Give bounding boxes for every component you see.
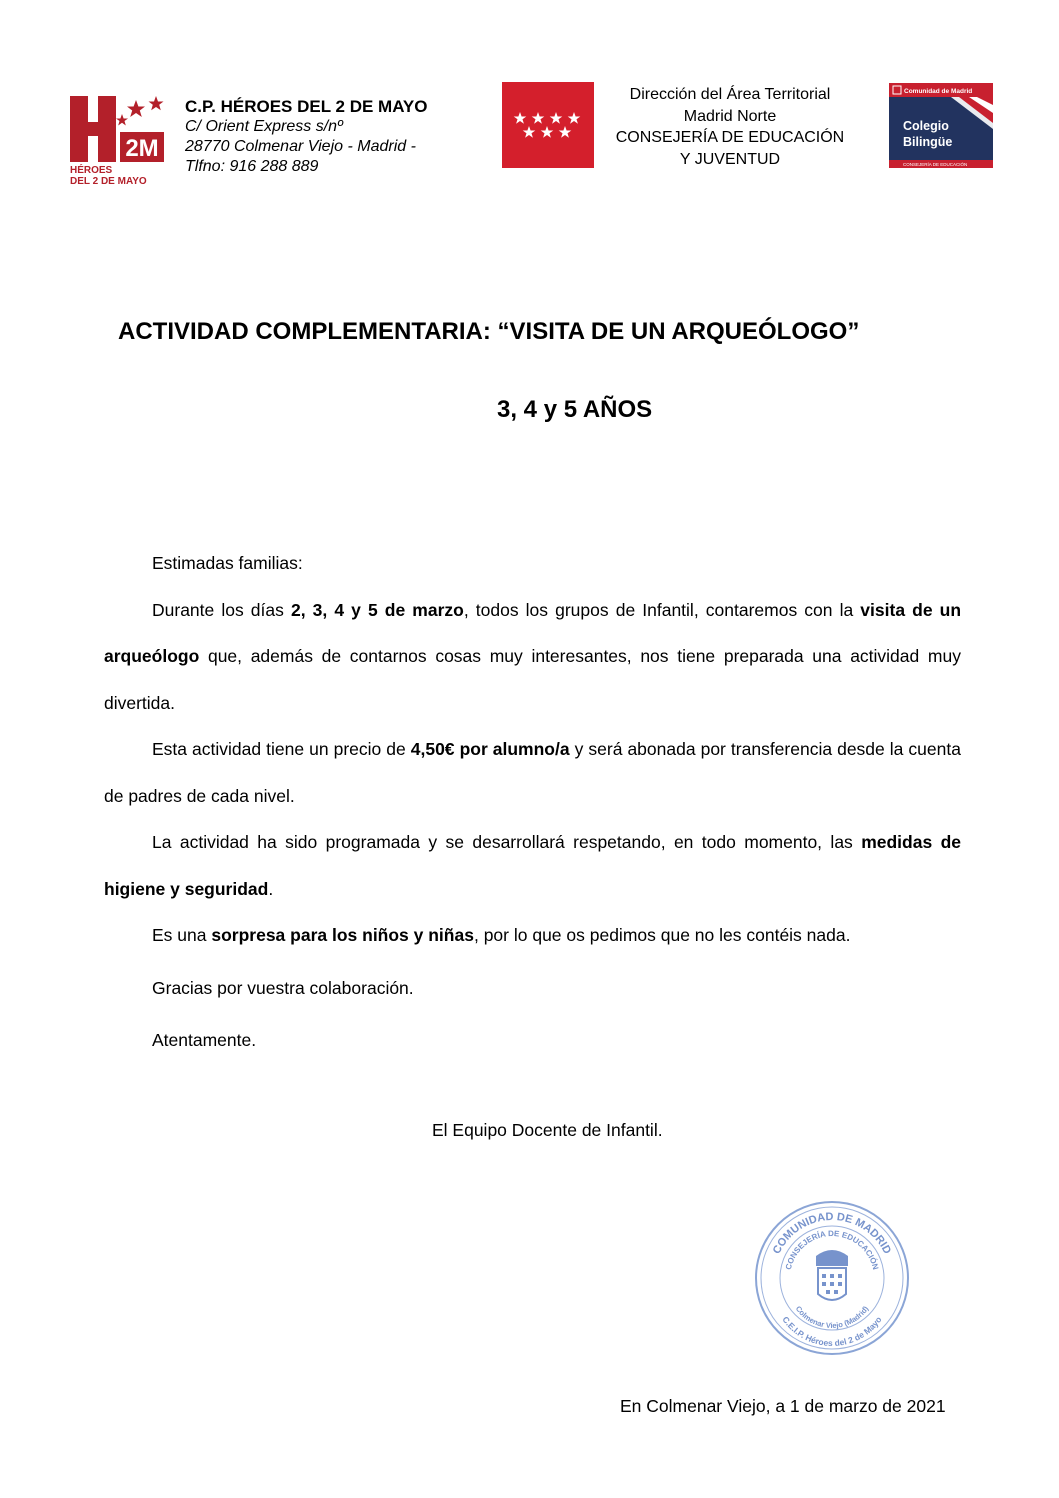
letter-paragraph-2 xyxy=(104,726,961,819)
closing-text: Atentamente. xyxy=(152,1030,257,1050)
p3-text-c: . xyxy=(268,878,274,899)
school-name: C.P. HÉROES DEL 2 DE MAYO xyxy=(185,97,428,116)
p1-dates: 2, 3, 4 y 5 de marzo xyxy=(290,599,464,620)
subtitle-text: 3, 4 y 5 AÑOS xyxy=(497,396,653,423)
svg-text:DEL 2 DE MAYO: DEL 2 DE MAYO xyxy=(70,176,147,186)
letter-paragraph-3 xyxy=(104,819,961,912)
p2-text-c: y será abonada por transferencia desde la cuenta de padres de cada nivel. xyxy=(104,739,961,806)
school-info xyxy=(185,97,427,177)
direccion-area-territorial xyxy=(598,84,862,170)
p4-sorpresa: sorpresa para los niños y niñas xyxy=(211,925,474,945)
colegio-bilingue-logo xyxy=(889,83,993,168)
letter-thanks xyxy=(104,965,961,1012)
svg-text:Colmenar Viejo (Madrid): Colmenar Viejo (Madrid) xyxy=(793,1304,871,1331)
direccion-line-1: Dirección del Área Territorial xyxy=(629,86,831,103)
svg-text:CONSEJERÍA DE EDUCACIÓN: CONSEJERÍA DE EDUCACIÓN xyxy=(903,162,968,167)
school-phone: Tlfno: 916 288 889 xyxy=(185,158,319,175)
p4-text-c: , por lo que os pedimos que no les contéis nada. xyxy=(473,925,851,945)
letter-body xyxy=(104,540,961,1064)
school-city: 28770 Colmenar Viejo - Madrid - xyxy=(185,138,416,155)
svg-text:Comunidad de Madrid: Comunidad de Madrid xyxy=(904,88,973,95)
direccion-line-4: Y JUVENTUD xyxy=(679,150,781,168)
p2-price: 4,50€ por alumno/a xyxy=(410,739,570,759)
letter-greeting xyxy=(104,540,961,587)
svg-text:2M: 2M xyxy=(125,135,159,162)
letter-paragraph-1 xyxy=(104,587,961,727)
p4-text-a: Es una xyxy=(152,925,212,945)
svg-text:CONSEJERÍA DE EDUCACIÓN: CONSEJERÍA DE EDUCACIÓN xyxy=(783,1228,881,1271)
school-logo-graphic xyxy=(70,94,170,186)
svg-text:C.E.I.P. Héroes del 2 de Mayo: C.E.I.P. Héroes del 2 de Mayo xyxy=(780,1314,884,1349)
title-text: ACTIVIDAD COMPLEMENTARIA: “VISITA DE UN ARQUEÓLOGO” xyxy=(118,318,860,345)
direccion-line-3: CONSEJERÍA DE EDUCACIÓN xyxy=(615,129,845,146)
svg-text:Bilingüe: Bilingüe xyxy=(903,135,953,149)
madrid-stars-icon xyxy=(502,82,594,168)
p1-text-c: , todos los grupos de Infantil, contaremos con la xyxy=(463,599,861,620)
official-stamp xyxy=(752,1198,912,1358)
p3-text-a: La actividad ha sido programada y se desarrollará respetando, en todo momento, las xyxy=(152,832,862,852)
svg-text:COMUNIDAD DE MADRID: COMUNIDAD DE MADRID xyxy=(770,1210,894,1257)
school-logo xyxy=(70,94,170,186)
school-address: C/ Orient Express s/nº xyxy=(185,118,343,135)
signature-text: El Equipo Docente de Infantil. xyxy=(432,1120,663,1140)
p1-text-a: Durante los días xyxy=(152,599,291,620)
letter-closing xyxy=(104,1017,961,1064)
thanks-text: Gracias por vuestra colaboración. xyxy=(152,977,414,998)
svg-text:HÉROES: HÉROES xyxy=(70,165,113,176)
stamp-seal-graphic xyxy=(752,1198,912,1358)
p2-text-a: Esta actividad tiene un precio de xyxy=(152,739,411,759)
p1-text-e: que, además de contarnos cosas muy interesantes, nos tiene preparada una actividad muy divertida. xyxy=(104,646,961,713)
direccion-line-2: Madrid Norte xyxy=(683,107,777,125)
greeting-text: Estimadas familias: xyxy=(152,553,303,573)
letter-paragraph-4 xyxy=(104,912,961,959)
p3-medidas: medidas de higiene y seguridad xyxy=(104,832,961,899)
p1-visita: visita de un arqueólogo xyxy=(104,599,962,666)
union-jack-badge-graphic xyxy=(889,83,993,168)
date-line: En Colmenar Viejo, a 1 de marzo de 2021 xyxy=(620,1396,946,1416)
svg-text:Colegio: Colegio xyxy=(903,119,949,133)
madrid-flag-logo xyxy=(502,82,594,168)
